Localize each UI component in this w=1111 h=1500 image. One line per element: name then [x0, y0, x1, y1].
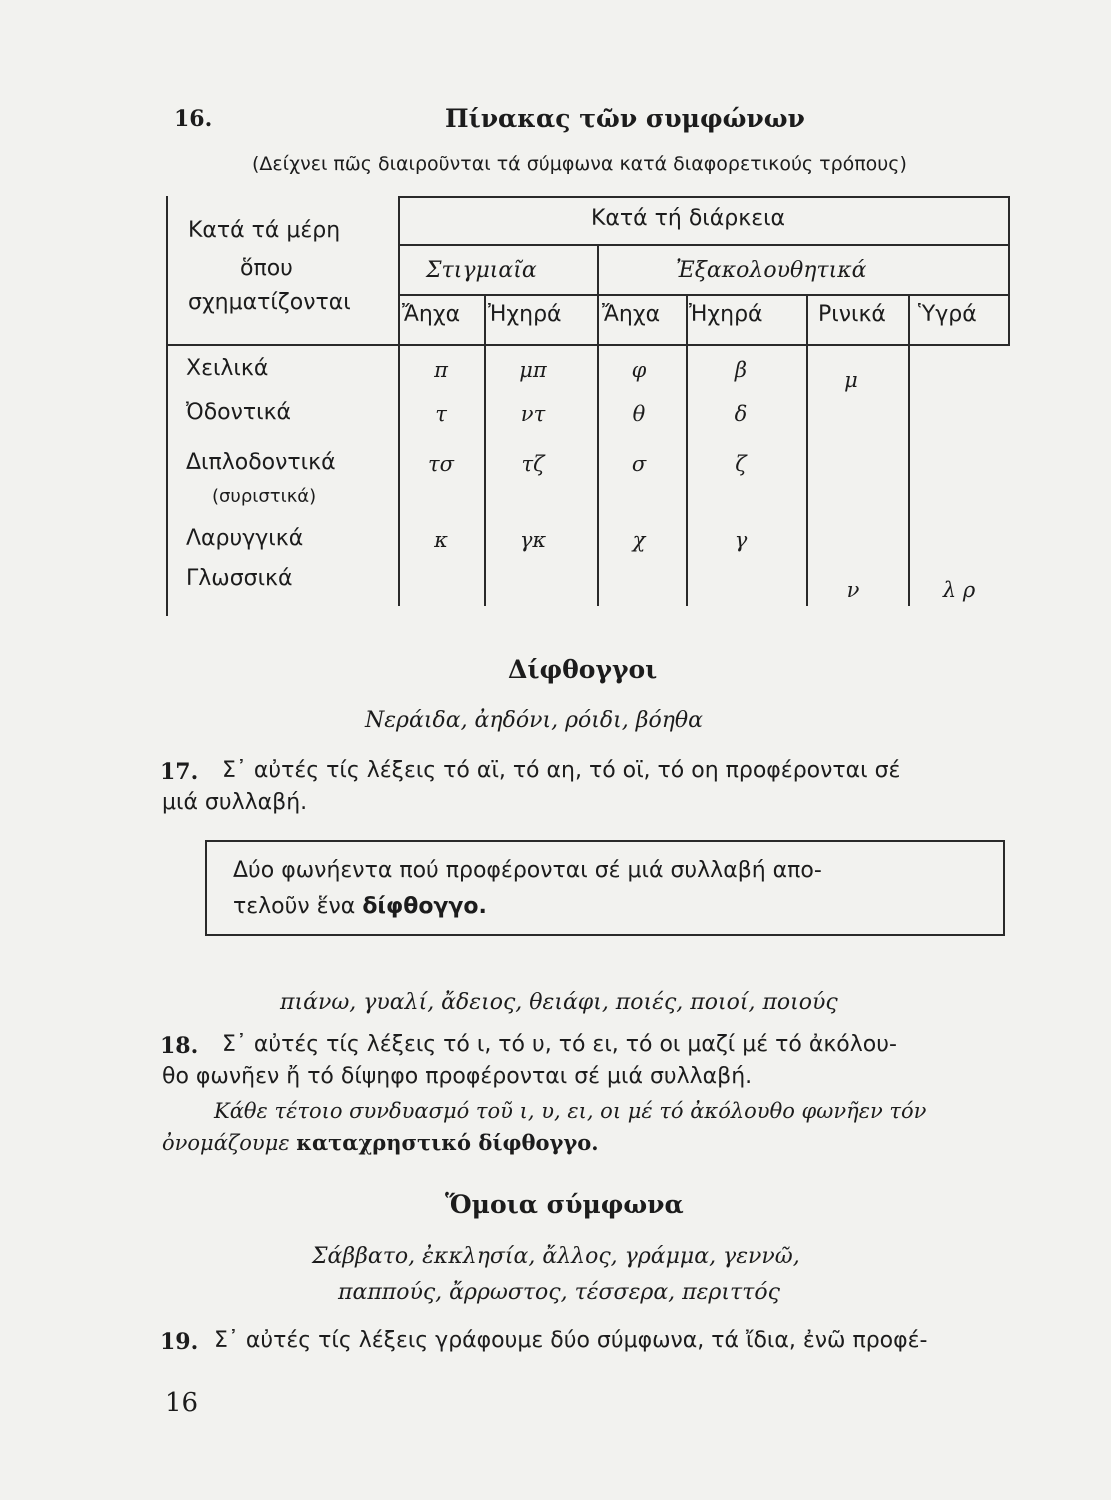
- row-label-sibilants: (συριστικά): [212, 486, 317, 507]
- table-line-header-bottom: [166, 344, 1010, 346]
- table-cell: τ: [435, 402, 447, 426]
- diphthongs-title: Δίφθογγοι: [508, 655, 658, 684]
- col-header-liquid: Ὑγρά: [918, 302, 977, 327]
- table-cell: δ: [734, 402, 748, 426]
- rule-term-diphthong: δίφθογγο.: [362, 894, 487, 919]
- consonants-table: [166, 196, 1010, 616]
- term-improper-diphthong: καταχρηστικό δίφθογγο.: [296, 1130, 599, 1155]
- examples-improper-diphthongs: πιάνω, γυαλί, ἄδειος, θειάφι, ποιές, ποιοί, ποιούς: [280, 990, 838, 1015]
- item-18-line4: [162, 1130, 599, 1155]
- table-cell: γ: [734, 528, 748, 552]
- table-right-border: [1008, 196, 1010, 344]
- table-cell: θ: [632, 402, 646, 426]
- section-title: Πίνακας τῶν συμφώνων: [445, 104, 805, 133]
- table-cell: σ: [631, 452, 647, 476]
- row-label-linguals: Γλωσσικά: [186, 566, 293, 591]
- table-cell: π: [434, 358, 448, 382]
- corner-header-line2: ὅπου: [240, 256, 293, 281]
- col-header-voiceless-1: Ἄηχα: [402, 302, 461, 327]
- momentary-header: Στιγμιαῖα: [426, 258, 537, 283]
- table-cell: μ: [844, 368, 858, 392]
- rule-box: [205, 840, 1005, 936]
- section-subtitle: (Δείχνει πῶς διαιροῦνται τά σύμφωνα κατά διαφορετικούς τρόπους): [252, 153, 907, 175]
- row-label-laryngeals: Λαρυγγικά: [186, 526, 304, 551]
- table-cell: ζ: [735, 452, 747, 476]
- table-cell: μπ: [519, 358, 547, 382]
- rule-line2: [233, 894, 487, 919]
- rule-line2-text: τελοῦν ἕνα: [233, 894, 363, 919]
- page-number: 16: [165, 1388, 199, 1418]
- col-header-voiceless-2: Ἄηχα: [602, 302, 661, 327]
- section-number-16: 16.: [174, 106, 213, 132]
- duration-header: Κατά τή διάρκεια: [591, 206, 786, 231]
- corner-header-line3: σχηματίζονται: [188, 290, 351, 315]
- item-18-line3: Κάθε τέτοιο συνδυασμό τοῦ ι, υ, ει, οι μέ τό ἀκόλουθο φωνῆεν τόν: [214, 1099, 927, 1123]
- table-col-divider-5: [908, 294, 910, 606]
- item-19-number: 19.: [160, 1329, 199, 1355]
- table-col-divider-1: [484, 294, 486, 606]
- table-cell: φ: [631, 358, 647, 382]
- table-line-duration: [398, 244, 1010, 246]
- item-17-line1: Σ᾽ αὐτές τίς λέξεις τό αϊ, τό αη, τό οϊ, τό οη προφέρονται σέ: [222, 758, 901, 783]
- table-cell: ν: [846, 578, 860, 602]
- table-cell: β: [734, 358, 748, 382]
- item-19-line1: Σ᾽ αὐτές τίς λέξεις γράφουμε δύο σύμφωνα, τά ἴδια, ἐνῶ προφέ-: [214, 1328, 928, 1353]
- diphthongs-examples: Νεράιδα, ἀηδόνι, ρόιδι, βόηθα: [365, 708, 703, 733]
- table-cell: τσ: [428, 452, 454, 476]
- item-18-number: 18.: [160, 1033, 199, 1059]
- item-17-line2: μιά συλλαβή.: [162, 790, 308, 815]
- row-label-double-dentals: Διπλοδοντικά: [186, 450, 336, 475]
- rule-line1: Δύο φωνήεντα πού προφέρονται σέ μιά συλλαβή απο-: [233, 858, 822, 883]
- item-18-line1: Σ᾽ αὐτές τίς λέξεις τό ι, τό υ, τό ει, τό οι μαζί μέ τό ἀκόλου-: [222, 1032, 897, 1057]
- table-cell: γκ: [519, 528, 547, 552]
- corner-header-line1: Κατά τά μέρη: [188, 218, 341, 243]
- col-header-nasal: Ρινικά: [818, 302, 886, 327]
- table-cell: τζ: [521, 452, 545, 476]
- col-header-voiced-1: Ἠχηρά: [488, 302, 562, 327]
- table-cell: κ: [434, 528, 448, 552]
- table-cell: χ: [632, 528, 646, 552]
- item-18-line2: θο φωνῆεν ἤ τό δίψηφο προφέρονται σέ μιά συλλαβή.: [162, 1064, 753, 1089]
- table-col-divider-3: [686, 294, 688, 606]
- similar-examples-line2: παππούς, ἄρρωστος, τέσσερα, περιττός: [338, 1280, 780, 1305]
- item-17-number: 17.: [160, 759, 199, 785]
- table-left-border: [166, 196, 168, 616]
- item-18-line4-text: ὀνομάζουμε: [162, 1131, 297, 1155]
- table-top-border: [398, 196, 1010, 198]
- col-header-voiced-2: Ἠχηρά: [689, 302, 763, 327]
- table-cell: ντ: [520, 402, 546, 426]
- continuous-header: Ἐξακολουθητικά: [676, 258, 867, 283]
- row-label-dentals: Ὀδοντικά: [186, 400, 292, 425]
- table-line-subgroups: [398, 294, 1010, 296]
- similar-examples-line1: Σάββατο, ἐκκλησία, ἄλλος, γράμμα, γεννῶ,: [312, 1244, 800, 1269]
- similar-consonants-title: Ὅμοια σύμφωνα: [445, 1190, 684, 1219]
- table-col-divider-4: [806, 294, 808, 606]
- table-cell: λ ρ: [942, 578, 976, 602]
- row-label-labials: Χειλικά: [186, 356, 269, 381]
